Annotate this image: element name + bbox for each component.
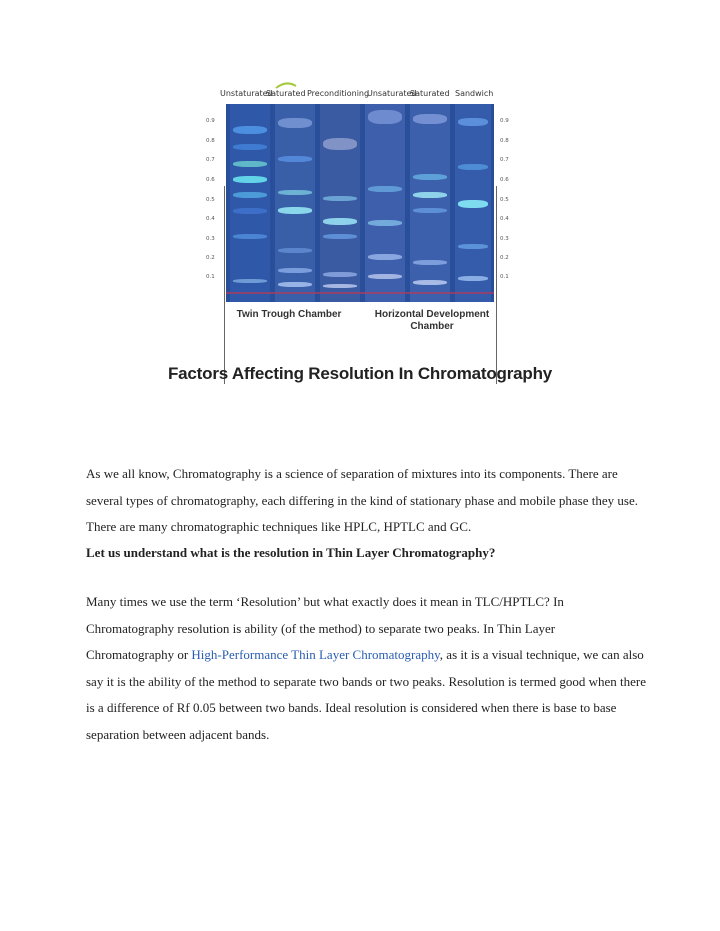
band	[278, 190, 312, 195]
tick-label: 0.6	[206, 177, 215, 183]
figure-caption-right	[362, 309, 502, 333]
page-title: Factors Affecting Resolution In Chromatography	[167, 364, 553, 383]
paragraph-text: , as it is a visual technique, we can also say it is the ability of the method to separate two bands or two peaks. Resolution is termed good when there is a difference of Rf 0.05 between two bands. Ideal resolution is considered when there is base to base separation between adjacent bands.	[86, 647, 646, 742]
intro-paragraph: As we all know, Chromatography is a science of separation of mixtures into its components. There are several types of chromatography, each differing in the kind of stationary phase and mobile phase they use. There are many chromatographic techniques like HPLC, HPTLC and GC.	[86, 466, 638, 534]
band	[323, 218, 357, 225]
band	[233, 176, 267, 183]
band	[233, 234, 267, 239]
band	[323, 272, 357, 277]
band	[368, 220, 402, 226]
lane-label: Sandwich	[455, 89, 494, 98]
paragraph-text: Many times we use the term ‘Resolution’ but what exactly does it mean in TLC/HPTLC? In Chromatography resolution is ability (of the method) to separate two peaks. In Thin Layer Chromatography or	[86, 594, 564, 662]
band	[458, 164, 488, 170]
tlc-plate	[226, 104, 494, 302]
right-axis	[496, 186, 497, 384]
tick-label: 0.9	[500, 118, 509, 124]
tick-label: 0.4	[500, 216, 509, 222]
question-heading: Let us understand what is the resolution in Thin Layer Chromatography?	[86, 545, 496, 560]
band	[413, 260, 447, 265]
band	[233, 144, 267, 150]
figure-caption-left: Twin Trough Chamber	[236, 309, 342, 320]
tick-label: 0.2	[206, 255, 215, 261]
band	[278, 282, 312, 287]
tlc-plate-figure	[206, 84, 509, 336]
band	[413, 192, 447, 198]
band	[323, 196, 357, 201]
lane-label: Saturated	[266, 89, 306, 98]
band	[368, 186, 402, 192]
band	[278, 207, 312, 214]
band	[233, 208, 267, 214]
band	[278, 248, 312, 253]
hptlc-link[interactable]: High-Performance Thin Layer Chromatography	[191, 647, 440, 662]
band	[278, 268, 312, 273]
band	[413, 208, 447, 213]
band	[413, 174, 447, 180]
tick-label: 0.9	[206, 118, 215, 124]
origin-line	[226, 292, 494, 294]
band	[458, 244, 488, 249]
band	[323, 138, 357, 150]
lane-label: Saturated	[410, 89, 450, 98]
lane	[410, 104, 450, 302]
tick-label: 0.8	[500, 138, 509, 144]
band	[233, 279, 267, 283]
tick-label: 0.1	[206, 274, 215, 280]
band	[323, 284, 357, 288]
tick-label: 0.7	[500, 157, 509, 163]
tick-label: 0.2	[500, 255, 509, 261]
band	[413, 114, 447, 124]
lane	[275, 104, 315, 302]
band	[458, 118, 488, 126]
band	[458, 276, 488, 281]
lane	[365, 104, 405, 302]
leaf-logo-icon	[274, 82, 298, 90]
tick-label: 0.5	[500, 197, 509, 203]
lane	[320, 104, 360, 302]
tick-label: 0.3	[206, 236, 215, 242]
band	[413, 280, 447, 285]
band	[233, 192, 267, 198]
lane-label: Unstaturated	[220, 89, 273, 98]
lane	[455, 104, 491, 302]
left-axis	[224, 186, 225, 384]
tick-label: 0.1	[500, 274, 509, 280]
caption-line: Chamber	[410, 321, 454, 332]
band	[368, 254, 402, 260]
lane	[230, 104, 270, 302]
lane-label: Preconditioning	[307, 89, 370, 98]
band	[233, 161, 267, 167]
tick-label: 0.5	[206, 197, 215, 203]
band	[368, 274, 402, 279]
band	[278, 156, 312, 162]
resolution-paragraph	[86, 589, 646, 748]
band	[458, 200, 488, 208]
band	[368, 110, 402, 124]
band	[278, 118, 312, 128]
tick-label: 0.8	[206, 138, 215, 144]
tick-label: 0.6	[500, 177, 509, 183]
caption-line: Horizontal Development	[374, 309, 490, 320]
tick-label: 0.4	[206, 216, 215, 222]
band	[323, 234, 357, 239]
band	[233, 126, 267, 134]
tick-label: 0.3	[500, 236, 509, 242]
tick-label: 0.7	[206, 157, 215, 163]
lane-label: Unsaturated	[367, 89, 417, 98]
